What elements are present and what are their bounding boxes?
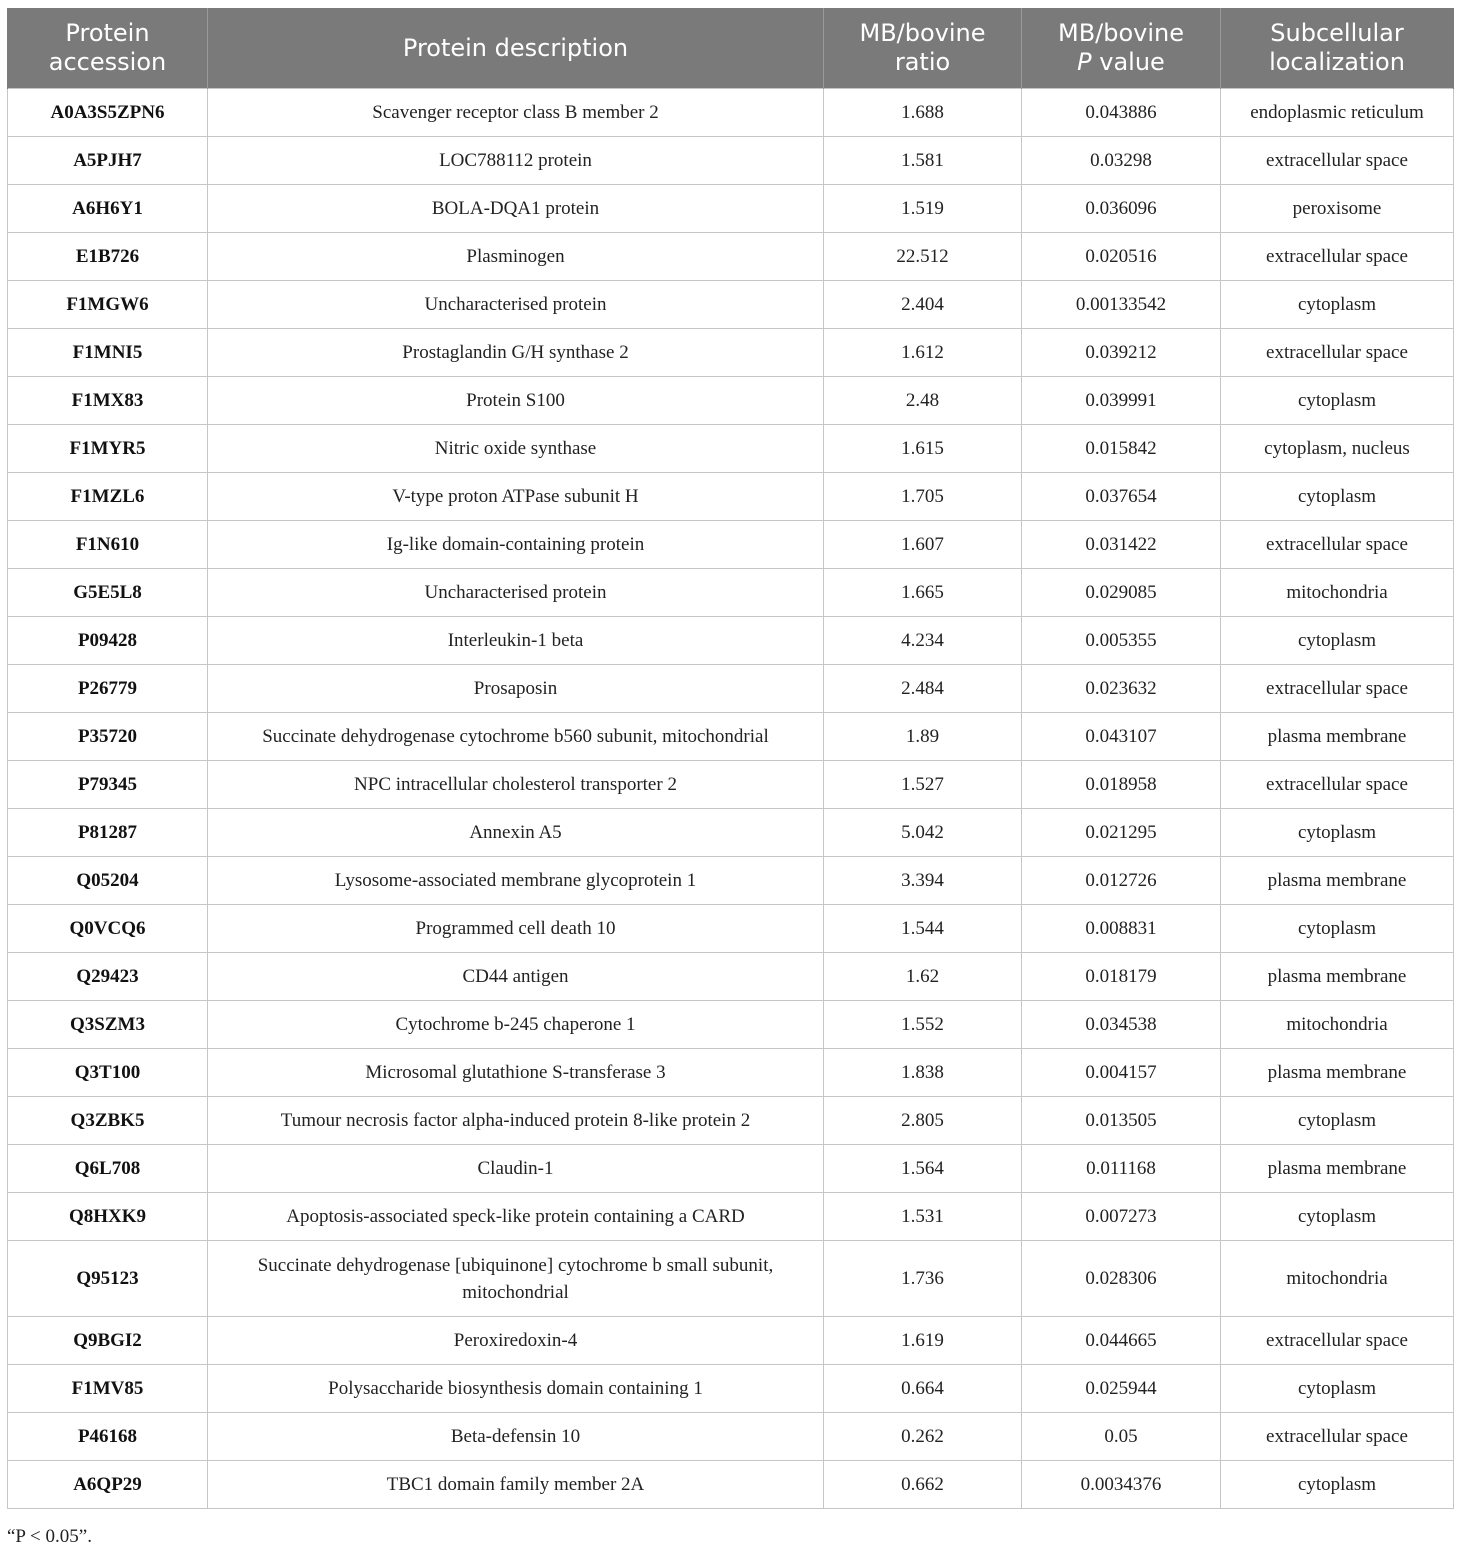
table-row — [8, 905, 1454, 953]
cell-ratio: 1.619 — [824, 1317, 1022, 1365]
cell-description: Tumour necrosis factor alpha-induced protein 8-like protein 2 — [208, 1097, 824, 1145]
table-row — [8, 137, 1454, 185]
cell-localization: cytoplasm — [1221, 617, 1454, 665]
cell-description: Programmed cell death 10 — [208, 905, 824, 953]
table-row — [8, 281, 1454, 329]
cell-ratio: 1.62 — [824, 953, 1022, 1001]
cell-ratio: 2.805 — [824, 1097, 1022, 1145]
cell-accession: Q9BGI2 — [8, 1317, 208, 1365]
header-ratio-line2: ratio — [894, 48, 951, 76]
cell-ratio: 1.552 — [824, 1001, 1022, 1049]
cell-description: Claudin-1 — [208, 1145, 824, 1193]
table-row — [8, 329, 1454, 377]
header-localization-line1: Subcellular — [1270, 19, 1404, 47]
cell-description: Prostaglandin G/H synthase 2 — [208, 329, 824, 377]
protein-table — [7, 8, 1454, 1509]
cell-localization: cytoplasm — [1221, 905, 1454, 953]
cell-description: Annexin A5 — [208, 809, 824, 857]
table-row — [8, 1461, 1454, 1509]
cell-ratio: 1.531 — [824, 1193, 1022, 1241]
cell-ratio: 0.664 — [824, 1365, 1022, 1413]
cell-localization: mitochondria — [1221, 1241, 1454, 1317]
cell-pvalue: 0.039991 — [1022, 377, 1221, 425]
cell-description: Ig-like domain-containing protein — [208, 521, 824, 569]
cell-accession: Q29423 — [8, 953, 208, 1001]
cell-accession: F1MX83 — [8, 377, 208, 425]
table-row — [8, 1413, 1454, 1461]
cell-description: Lysosome-associated membrane glycoprotein 1 — [208, 857, 824, 905]
cell-accession: P35720 — [8, 713, 208, 761]
cell-ratio: 5.042 — [824, 809, 1022, 857]
cell-ratio: 1.607 — [824, 521, 1022, 569]
cell-ratio: 1.838 — [824, 1049, 1022, 1097]
cell-ratio: 0.662 — [824, 1461, 1022, 1509]
table-row — [8, 713, 1454, 761]
cell-localization: extracellular space — [1221, 665, 1454, 713]
cell-ratio: 22.512 — [824, 233, 1022, 281]
data-table-container — [7, 8, 1453, 1509]
cell-localization: endoplasmic reticulum — [1221, 89, 1454, 137]
cell-localization: cytoplasm — [1221, 1461, 1454, 1509]
cell-pvalue: 0.018179 — [1022, 953, 1221, 1001]
table-row — [8, 521, 1454, 569]
cell-ratio: 1.665 — [824, 569, 1022, 617]
cell-localization: cytoplasm, nucleus — [1221, 425, 1454, 473]
table-row — [8, 1049, 1454, 1097]
cell-localization: plasma membrane — [1221, 1145, 1454, 1193]
cell-accession: F1N610 — [8, 521, 208, 569]
cell-description: BOLA-DQA1 protein — [208, 185, 824, 233]
cell-pvalue: 0.031422 — [1022, 521, 1221, 569]
header-ratio-line1: MB/bovine — [859, 19, 986, 47]
header-pvalue-rest: value — [1091, 48, 1165, 76]
cell-pvalue: 0.034538 — [1022, 1001, 1221, 1049]
cell-pvalue: 0.043886 — [1022, 89, 1221, 137]
cell-description: Apoptosis-associated speck-like protein containing a CARD — [208, 1193, 824, 1241]
cell-accession: Q3T100 — [8, 1049, 208, 1097]
cell-accession: Q0VCQ6 — [8, 905, 208, 953]
cell-description: Microsomal glutathione S-transferase 3 — [208, 1049, 824, 1097]
table-row — [8, 89, 1454, 137]
cell-accession: A6QP29 — [8, 1461, 208, 1509]
header-row — [8, 8, 1454, 89]
cell-localization: cytoplasm — [1221, 809, 1454, 857]
cell-accession: F1MYR5 — [8, 425, 208, 473]
cell-description: Protein S100 — [208, 377, 824, 425]
header-pvalue-italic: P — [1077, 48, 1092, 76]
cell-pvalue: 0.037654 — [1022, 473, 1221, 521]
cell-pvalue: 0.013505 — [1022, 1097, 1221, 1145]
table-row — [8, 233, 1454, 281]
table-row — [8, 857, 1454, 905]
cell-localization: mitochondria — [1221, 569, 1454, 617]
header-accession-line2: accession — [48, 48, 167, 76]
table-row — [8, 1145, 1454, 1193]
cell-description: NPC intracellular cholesterol transporter 2 — [208, 761, 824, 809]
cell-accession: F1MV85 — [8, 1365, 208, 1413]
cell-accession: A0A3S5ZPN6 — [8, 89, 208, 137]
cell-description: Beta-defensin 10 — [208, 1413, 824, 1461]
cell-pvalue: 0.05 — [1022, 1413, 1221, 1461]
cell-description: Uncharacterised protein — [208, 281, 824, 329]
cell-localization: extracellular space — [1221, 329, 1454, 377]
cell-localization: cytoplasm — [1221, 1365, 1454, 1413]
cell-pvalue: 0.011168 — [1022, 1145, 1221, 1193]
cell-pvalue: 0.004157 — [1022, 1049, 1221, 1097]
cell-description: V-type proton ATPase subunit H — [208, 473, 824, 521]
table-row — [8, 1097, 1454, 1145]
cell-localization: cytoplasm — [1221, 1097, 1454, 1145]
cell-pvalue: 0.039212 — [1022, 329, 1221, 377]
header-localization-line2: localization — [1269, 48, 1405, 76]
cell-description: Polysaccharide biosynthesis domain containing 1 — [208, 1365, 824, 1413]
cell-ratio: 3.394 — [824, 857, 1022, 905]
cell-pvalue: 0.028306 — [1022, 1241, 1221, 1317]
cell-localization: cytoplasm — [1221, 377, 1454, 425]
cell-localization: extracellular space — [1221, 233, 1454, 281]
table-row — [8, 617, 1454, 665]
cell-accession: A6H6Y1 — [8, 185, 208, 233]
cell-description: CD44 antigen — [208, 953, 824, 1001]
cell-accession: P26779 — [8, 665, 208, 713]
cell-localization: peroxisome — [1221, 185, 1454, 233]
cell-ratio: 1.581 — [824, 137, 1022, 185]
cell-localization: cytoplasm — [1221, 473, 1454, 521]
cell-description: Nitric oxide synthase — [208, 425, 824, 473]
cell-localization: mitochondria — [1221, 1001, 1454, 1049]
table-row — [8, 377, 1454, 425]
cell-accession: F1MNI5 — [8, 329, 208, 377]
cell-description: Succinate dehydrogenase [ubiquinone] cytochrome b small subunit, mitochondrial — [208, 1241, 824, 1317]
cell-description: Interleukin-1 beta — [208, 617, 824, 665]
cell-accession: Q95123 — [8, 1241, 208, 1317]
cell-localization: extracellular space — [1221, 1413, 1454, 1461]
cell-ratio: 1.519 — [824, 185, 1022, 233]
table-row — [8, 569, 1454, 617]
cell-description: Uncharacterised protein — [208, 569, 824, 617]
cell-ratio: 0.262 — [824, 1413, 1022, 1461]
cell-localization: plasma membrane — [1221, 857, 1454, 905]
cell-pvalue: 0.021295 — [1022, 809, 1221, 857]
cell-pvalue: 0.018958 — [1022, 761, 1221, 809]
header-accession — [8, 8, 208, 89]
cell-accession: A5PJH7 — [8, 137, 208, 185]
cell-pvalue: 0.015842 — [1022, 425, 1221, 473]
cell-description: Cytochrome b-245 chaperone 1 — [208, 1001, 824, 1049]
cell-pvalue: 0.029085 — [1022, 569, 1221, 617]
table-row — [8, 185, 1454, 233]
cell-accession: Q8HXK9 — [8, 1193, 208, 1241]
cell-accession: P46168 — [8, 1413, 208, 1461]
table-footnote: “P < 0.05”. — [7, 1526, 92, 1547]
cell-localization: cytoplasm — [1221, 281, 1454, 329]
cell-localization: extracellular space — [1221, 761, 1454, 809]
cell-description: Scavenger receptor class B member 2 — [208, 89, 824, 137]
cell-pvalue: 0.023632 — [1022, 665, 1221, 713]
header-pvalue-line1: MB/bovine — [1057, 19, 1185, 47]
cell-description: TBC1 domain family member 2A — [208, 1461, 824, 1509]
header-ratio — [824, 8, 1022, 89]
cell-ratio: 1.705 — [824, 473, 1022, 521]
cell-description: Prosaposin — [208, 665, 824, 713]
cell-pvalue: 0.044665 — [1022, 1317, 1221, 1365]
cell-localization: plasma membrane — [1221, 953, 1454, 1001]
cell-accession: F1MGW6 — [8, 281, 208, 329]
cell-accession: G5E5L8 — [8, 569, 208, 617]
table-row — [8, 1365, 1454, 1413]
cell-accession: Q05204 — [8, 857, 208, 905]
cell-accession: Q6L708 — [8, 1145, 208, 1193]
cell-accession: Q3ZBK5 — [8, 1097, 208, 1145]
cell-pvalue: 0.043107 — [1022, 713, 1221, 761]
cell-ratio: 2.48 — [824, 377, 1022, 425]
cell-description: Peroxiredoxin-4 — [208, 1317, 824, 1365]
cell-ratio: 1.544 — [824, 905, 1022, 953]
table-row — [8, 1193, 1454, 1241]
cell-ratio: 1.564 — [824, 1145, 1022, 1193]
cell-pvalue: 0.025944 — [1022, 1365, 1221, 1413]
cell-ratio: 1.527 — [824, 761, 1022, 809]
table-row — [8, 1001, 1454, 1049]
table-row — [8, 473, 1454, 521]
table-body — [8, 89, 1454, 1509]
cell-pvalue: 0.00133542 — [1022, 281, 1221, 329]
table-row — [8, 665, 1454, 713]
cell-ratio: 1.688 — [824, 89, 1022, 137]
table-row — [8, 425, 1454, 473]
cell-ratio: 1.89 — [824, 713, 1022, 761]
cell-pvalue: 0.012726 — [1022, 857, 1221, 905]
cell-pvalue: 0.005355 — [1022, 617, 1221, 665]
cell-accession: P81287 — [8, 809, 208, 857]
cell-ratio: 4.234 — [824, 617, 1022, 665]
cell-ratio: 1.615 — [824, 425, 1022, 473]
table-header — [8, 8, 1454, 89]
table-row — [8, 953, 1454, 1001]
cell-accession: F1MZL6 — [8, 473, 208, 521]
table-row — [8, 1241, 1454, 1317]
cell-ratio: 1.736 — [824, 1241, 1022, 1317]
cell-description: LOC788112 protein — [208, 137, 824, 185]
cell-pvalue: 0.008831 — [1022, 905, 1221, 953]
cell-localization: extracellular space — [1221, 521, 1454, 569]
cell-pvalue: 0.0034376 — [1022, 1461, 1221, 1509]
table-row — [8, 809, 1454, 857]
header-description — [208, 8, 824, 89]
cell-localization: extracellular space — [1221, 1317, 1454, 1365]
table-row — [8, 1317, 1454, 1365]
cell-pvalue: 0.007273 — [1022, 1193, 1221, 1241]
cell-description: Succinate dehydrogenase cytochrome b560 subunit, mitochondrial — [208, 713, 824, 761]
cell-localization: cytoplasm — [1221, 1193, 1454, 1241]
cell-description: Plasminogen — [208, 233, 824, 281]
cell-localization: plasma membrane — [1221, 1049, 1454, 1097]
cell-pvalue: 0.036096 — [1022, 185, 1221, 233]
cell-pvalue: 0.020516 — [1022, 233, 1221, 281]
cell-accession: P09428 — [8, 617, 208, 665]
cell-accession: Q3SZM3 — [8, 1001, 208, 1049]
table-row — [8, 761, 1454, 809]
header-accession-line1: Protein — [65, 19, 150, 47]
cell-ratio: 1.612 — [824, 329, 1022, 377]
cell-ratio: 2.484 — [824, 665, 1022, 713]
header-description-label: Protein description — [402, 33, 629, 62]
cell-localization: extracellular space — [1221, 137, 1454, 185]
cell-pvalue: 0.03298 — [1022, 137, 1221, 185]
cell-ratio: 2.404 — [824, 281, 1022, 329]
header-pvalue — [1022, 8, 1221, 89]
cell-accession: P79345 — [8, 761, 208, 809]
cell-localization: plasma membrane — [1221, 713, 1454, 761]
header-localization — [1221, 8, 1454, 89]
cell-accession: E1B726 — [8, 233, 208, 281]
